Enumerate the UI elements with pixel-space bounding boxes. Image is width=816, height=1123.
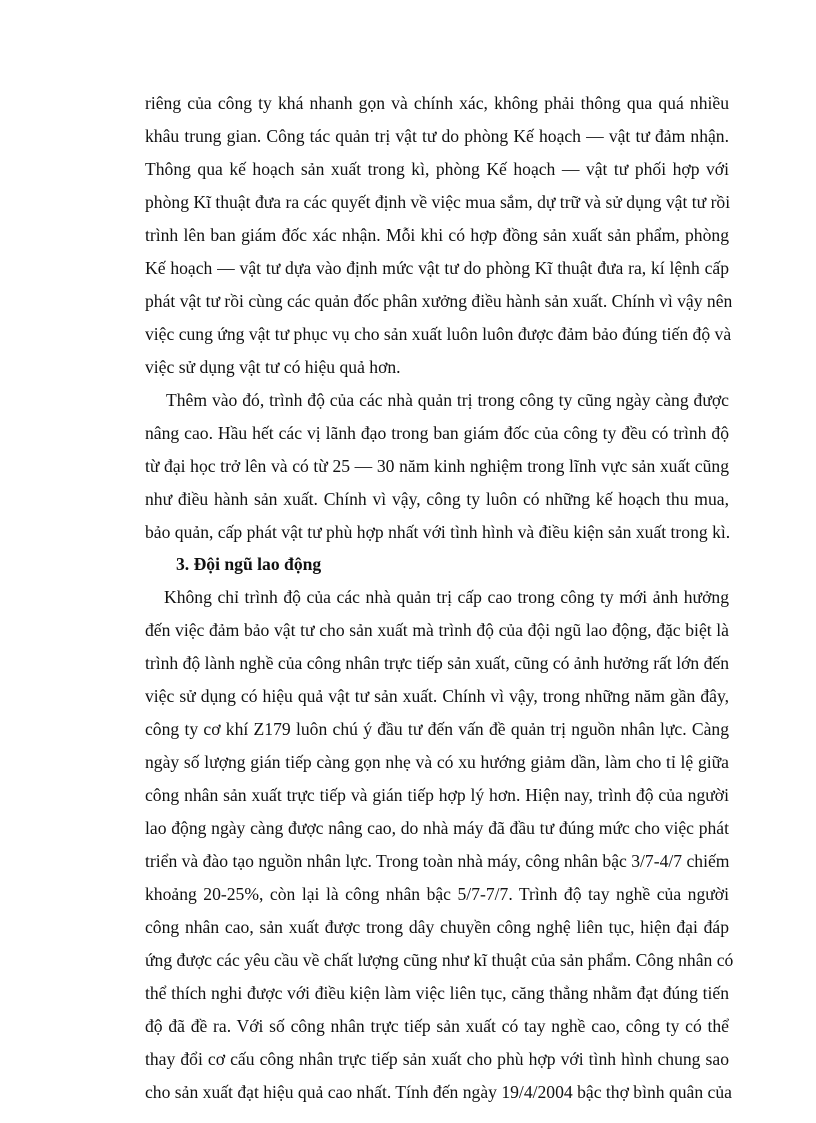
text-line: phòng Kĩ thuật đưa ra các quyết định về việc mua sắm, dự trữ và sử dụng vật tư rồi xyxy=(145,192,731,212)
text-line: Kế hoạch — vật tư dựa vào định mức vật tư do phòng Kĩ thuật đưa ra, kí lệnh cấp xyxy=(145,258,729,278)
text-line: bảo quản, cấp phát vật tư phù hợp nhất với tình hình và điều kiện sản xuất trong kì. xyxy=(145,522,731,542)
text-line: ứng được các yêu cầu về chất lượng cũng như kĩ thuật của sản phẩm. Công nhân có xyxy=(145,950,734,970)
text-line: công nhân sản xuất trực tiếp và gián tiếp hợp lý hơn. Hiện nay, trình độ của người xyxy=(145,785,729,805)
text-line: thể thích nghi được với điều kiện làm việc liên tục, căng thẳng nhằm đạt đúng tiến xyxy=(145,983,729,1003)
text-line: Không chỉ trình độ của các nhà quản trị cấp cao trong công ty mới ảnh hưởng xyxy=(164,587,729,607)
text-line: Thông qua kế hoạch sản xuất trong kì, phòng Kế hoạch — vật tư phối hợp với xyxy=(145,159,729,179)
text-line: nâng cao. Hầu hết các vị lãnh đạo trong ban giám đốc của công ty đều có trình độ xyxy=(145,423,729,443)
text-line: trình lên ban giám đốc xác nhận. Mỗi khi có hợp đồng sản xuất sản phẩm, phòng xyxy=(145,225,729,245)
text-line: phát vật tư rồi cùng các quản đốc phân xưởng điều hành sản xuất. Chính vì vậy nên xyxy=(145,291,733,311)
text-line: việc sử dụng có hiệu quả vật tư sản xuất. Chính vì vậy, trong những năm gần đây, xyxy=(145,686,729,706)
text-line: lao động ngày càng được nâng cao, do nhà máy đã đầu tư đúng mức cho việc phát xyxy=(145,818,729,838)
text-line: công nhân cao, sản xuất được trong dây chuyền công nghệ liên tục, hiện đại đáp xyxy=(145,917,729,937)
section-heading: 3. Đội ngũ lao động xyxy=(176,554,322,574)
text-line: trình độ lành nghề của công nhân trực tiếp sản xuất, cũng có ảnh hưởng rất lớn đến xyxy=(145,653,729,673)
text-line: cho sản xuất đạt hiệu quả cao nhất. Tính đến ngày 19/4/2004 bậc thợ bình quân của xyxy=(145,1082,732,1102)
text-line: công ty cơ khí Z179 luôn chú ý đầu tư đến vấn đề quản trị nguồn nhân lực. Càng xyxy=(145,719,729,739)
text-line: như điều hành sản xuất. Chính vì vậy, công ty luôn có những kế hoạch thu mua, xyxy=(145,489,729,509)
text-line: đến việc đảm bảo vật tư cho sản xuất mà trình độ của đội ngũ lao động, đặc biệt là xyxy=(145,620,729,640)
text-line: khoảng 20-25%, còn lại là công nhân bậc 5/7-7/7. Trình độ tay nghề của người xyxy=(145,884,729,904)
text-line: từ đại học trở lên và có từ 25 — 30 năm kinh nghiệm trong lĩnh vực sản xuất cũng xyxy=(145,456,729,476)
text-line: riêng của công ty khá nhanh gọn và chính xác, không phải thông qua quá nhiều xyxy=(145,93,729,113)
text-line: việc cung ứng vật tư phục vụ cho sản xuất luôn luôn được đảm bảo đúng tiến độ và xyxy=(145,324,732,344)
text-line: độ đã đề ra. Với số công nhân trực tiếp sản xuất có tay nghề cao, công ty có thể xyxy=(145,1016,729,1036)
text-line: việc sử dụng vật tư có hiệu quả hơn. xyxy=(145,357,401,377)
text-line: ngày số lượng gián tiếp càng gọn nhẹ và có xu hướng giảm dần, làm cho tỉ lệ giữa xyxy=(145,752,729,772)
text-line: triển và đào tạo nguồn nhân lực. Trong toàn nhà máy, công nhân bậc 3/7-4/7 chiếm xyxy=(145,851,730,871)
text-line: Thêm vào đó, trình độ của các nhà quản trị trong công ty cũng ngày càng được xyxy=(166,390,729,410)
text-line: khâu trung gian. Công tác quản trị vật tư do phòng Kế hoạch — vật tư đảm nhận. xyxy=(145,126,729,146)
text-line: thay đổi cơ cấu công nhân trực tiếp sản xuất cho phù hợp với tình hình chung sao xyxy=(145,1049,729,1069)
